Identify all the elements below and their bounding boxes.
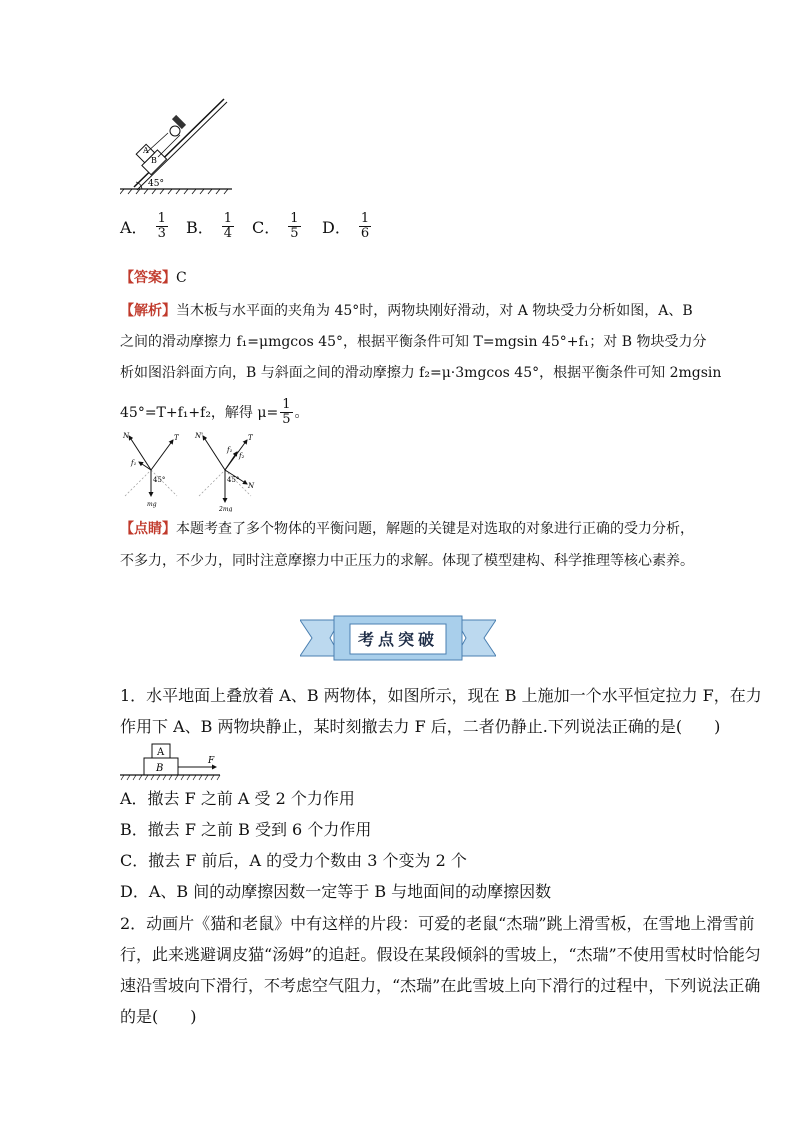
analysis-line-2: 之间的滑动摩擦力 f₁=μmgcos 45°，根据平衡条件可知 T=mgsin 45°+f₁；对 B 物块受力分 [120,334,707,350]
section-banner [300,614,496,662]
svg-text:B: B [156,763,164,774]
comment-line-1: 【点睛】本题考查了多个物体的平衡问题，解题的关键是对选取的对象进行正确的受力分析， [120,521,694,537]
option-c[interactable]: C． $\frac{1}{5}$ [252,211,299,241]
svg-text:T: T [174,434,179,442]
svg-text:45°: 45° [227,476,240,484]
svg-text:2mg: 2mg [219,506,233,512]
question-2-line-4: 的是( ) [120,1007,197,1026]
question-2-line-2: 行，此来逃避调皮猫“汤姆”的追赶。假设在某段倾斜的雪坡上，“杰瑞”不使用雪杖时恰能匀 [120,945,761,964]
block-b-label: B [151,156,157,165]
svg-text:T: T [248,434,253,442]
stacked-blocks-figure [120,740,225,782]
analysis-tag: 【解析】 [120,303,176,319]
question-1-option-a[interactable]: A．撤去 F 之前 A 受 2 个力作用 [120,789,355,808]
mu-fraction: $\frac{1}{5}$ [282,397,291,427]
banner-title: 考点突破 [357,630,439,649]
question-1-option-d[interactable]: D．A、B 间的动摩擦因数一定等于 B 与地面间的动摩擦因数 [120,882,552,901]
svg-text:45°: 45° [153,476,166,484]
question-1-line-1: 1．水平地面上叠放着 A、B 两物体，如图所示，现在 B 上施加一个水平恒定拉力 F，在力 [120,686,762,705]
svg-text:f₂: f₂ [239,452,245,460]
svg-text:N: N [123,432,130,440]
analysis-line-1: 【解析】当木板与水平面的夹角为 45°时，两物块刚好滑动，对 A 物块受力分析如图，A、B [120,303,693,319]
option-a[interactable]: A． $\frac{1}{3}$ [120,211,166,241]
svg-text:N: N [248,482,255,490]
option-d[interactable]: D． $\frac{1}{6}$ [322,211,370,241]
svg-text:A: A [157,747,165,758]
comment-tag: 【点睛】 [120,521,176,537]
block-a-label: A [143,146,149,155]
answer-line [120,269,187,287]
answer-tag: 【答案】 [120,270,176,286]
svg-text:N': N' [195,432,204,440]
incline-figure [120,95,235,195]
svg-text:f₁: f₁ [131,459,137,467]
svg-text:F: F [208,756,215,766]
angle-label: 45° [148,179,164,189]
analysis-line-3: 析如图沿斜面方向，B 与斜面之间的滑动摩擦力 f₂=μ·3mgcos 45°，根据平衡条件可知 2mgsin [120,365,722,381]
answer-value: C [176,270,187,286]
question-1-option-c[interactable]: C．撤去 F 前后，A 的受力个数由 3 个变为 2 个 [120,851,467,870]
question-1-option-b[interactable]: B．撤去 F 之前 B 受到 6 个力作用 [120,820,372,839]
force-diagram [115,428,275,512]
analysis-line-4: 45°=T+f₁+f₂，解得 μ= $\frac{1}{5}$ 。 [120,397,309,427]
question-2-line-3: 速沿雪坡向下滑行，不考虑空气阻力，“杰瑞”在此雪坡上向下滑行的过程中，下列说法正确 [120,976,761,995]
svg-text:mg: mg [147,501,157,508]
comment-line-2: 不多力，不少力，同时注意摩擦力中正压力的求解。体现了模型建构、科学推理等核心素养。 [120,553,694,569]
question-2-line-1: 2．动画片《猫和老鼠》中有这样的片段：可爱的老鼠“杰瑞”跳上滑雪板，在雪地上滑雪前 [120,914,755,933]
question-1-line-2: 作用下 A、B 两物块静止，某时刻撤去力 F 后，二者仍静止.下列说法正确的是( ) [120,717,721,736]
option-b[interactable]: B． $\frac{1}{4}$ [186,211,233,241]
svg-text:f₁: f₁ [227,446,233,454]
